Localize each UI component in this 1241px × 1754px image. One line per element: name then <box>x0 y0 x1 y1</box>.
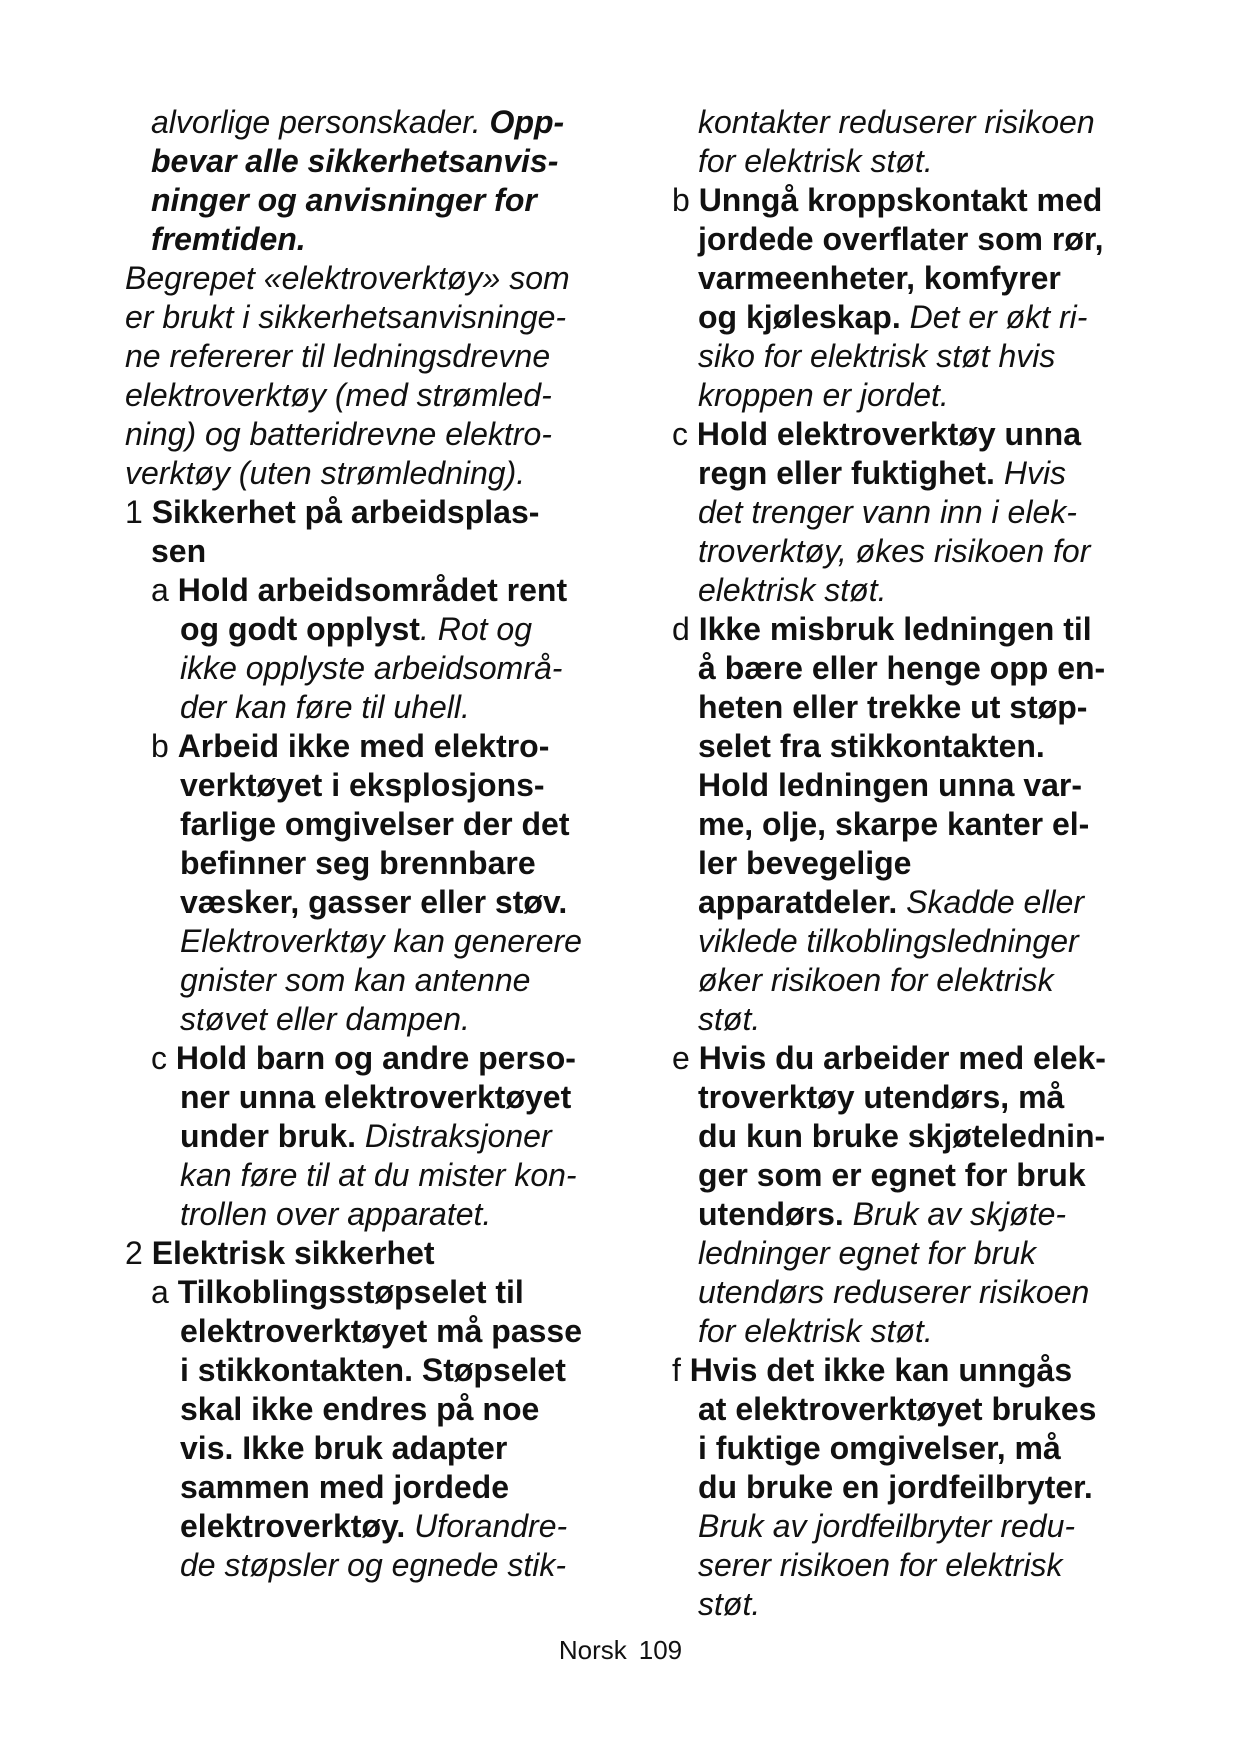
item-bold-text: ler bevegelige <box>698 845 912 881</box>
item-text: viklede tilkoblingsledninger <box>698 923 1079 959</box>
item-bold-text: regn eller fuktighet. <box>698 455 995 491</box>
item-text: for elektrisk støt. <box>698 143 933 179</box>
list-item <box>672 610 1142 1039</box>
item-bold-text: å bære eller henge opp en- <box>698 650 1106 686</box>
item-bold-text: me, olje, skarpe kanter el- <box>698 806 1090 842</box>
section-number: 2 <box>125 1235 143 1271</box>
item-bold-text: Hold arbeidsområdet rent <box>177 572 568 608</box>
item-marker: e <box>672 1040 690 1076</box>
item-bold-text: skal ikke endres på noe <box>180 1391 540 1427</box>
item-marker: b <box>672 182 690 218</box>
item-bold-text: heten eller trekke ut støp- <box>698 689 1088 725</box>
item-bold-text: Hvis det ikke kan unngås <box>689 1352 1073 1388</box>
left-column <box>125 103 605 1585</box>
item-text: . Rot og <box>419 611 533 647</box>
list-item <box>672 415 1142 610</box>
item-bold-text: utendørs. <box>698 1196 844 1232</box>
section-title: sen <box>151 533 207 569</box>
definition-line: elektroverktøy (med strømled- <box>125 377 552 413</box>
footer-language: Norsk <box>558 1635 627 1665</box>
item-bold-text: vis. Ikke bruk adapter <box>180 1430 508 1466</box>
item-bold-text: Unngå kroppskontakt med <box>698 182 1103 218</box>
list-item <box>672 1039 1142 1351</box>
item-text: Bruk av jordfeilbryter redu- <box>698 1508 1076 1544</box>
page-footer <box>0 1634 1241 1666</box>
list-item <box>125 571 605 727</box>
item-bold-text: apparatdeler. <box>698 884 898 920</box>
item-text: Det er økt ri- <box>900 299 1088 335</box>
item-bold-text: du kun bruke skjøtelednin- <box>698 1118 1106 1154</box>
list-item <box>125 1039 605 1234</box>
item-marker: b <box>151 728 169 764</box>
item-text: øker risikoen for elektrisk <box>698 962 1054 998</box>
item-bold-text: verktøyet i eksplosjons- <box>180 767 545 803</box>
item-marker: d <box>672 611 690 647</box>
item-bold-text: Ikke misbruk ledningen til <box>698 611 1092 647</box>
item-bold-text: ner unna elektroverktøyet <box>180 1079 572 1115</box>
item-bold-text: Hvis du arbeider med elek- <box>698 1040 1106 1076</box>
item-text: støt. <box>698 1001 761 1037</box>
item-text: det trenger vann inn i elek- <box>698 494 1077 530</box>
item-text: Hvis <box>994 455 1067 491</box>
item-bold-text: farlige omgivelser der det <box>180 806 570 842</box>
item-bold-text: Hold elektroverktøy unna <box>696 416 1081 452</box>
item-marker: a <box>151 1274 169 1310</box>
item-bold-text: Arbeid ikke med elektro- <box>177 728 550 764</box>
item-text: der kan føre til uhell. <box>180 689 470 725</box>
item-text: gnister som kan antenne <box>180 962 531 998</box>
right-column <box>672 103 1142 1624</box>
intro-bold-text: Opp- <box>489 104 565 140</box>
item-bold-text: elektroverktøyet må passe <box>180 1313 582 1349</box>
section-number: 1 <box>125 494 143 530</box>
item-text: Distraksjoner <box>356 1118 552 1154</box>
item-bold-text: elektroverktøy. <box>180 1508 406 1544</box>
definition-line: Begrepet «elektroverktøy» som <box>125 260 570 296</box>
item-bold-text: selet fra stikkontakten. <box>698 728 1045 764</box>
definition-line: ne refererer til ledningsdrevne <box>125 338 551 374</box>
intro-text: alvorlige personskader. <box>151 104 490 140</box>
definition-line: er brukt i sikkerhetsanvisninge- <box>125 299 567 335</box>
item-text: serer risikoen for elektrisk <box>698 1547 1063 1583</box>
item-text: støt. <box>698 1586 761 1622</box>
item-text: siko for elektrisk støt hvis <box>698 338 1056 374</box>
item-bold-text: og godt opplyst <box>180 611 420 647</box>
item-bold-text: væsker, gasser eller støv. <box>180 884 568 920</box>
item-text: ledninger egnet for bruk <box>698 1235 1036 1271</box>
item-marker: f <box>672 1352 681 1388</box>
section-electrical-safety <box>125 1234 605 1585</box>
item-bold-text: ger som er egnet for bruk <box>698 1157 1086 1193</box>
item-bold-text: i stikkontakten. Støpselet <box>180 1352 566 1388</box>
item-bold-text: og kjøleskap. <box>698 299 901 335</box>
list-item <box>672 1351 1142 1624</box>
intro-bold-line: bevar alle sikkerhetsanvis- <box>151 143 559 179</box>
item-text: kan føre til at du mister kon- <box>180 1157 577 1193</box>
item-bold-text: at elektroverktøyet brukes <box>698 1391 1097 1427</box>
list-item-continued <box>672 103 1142 181</box>
item-bold-text: sammen med jordede <box>180 1469 509 1505</box>
item-text: elektrisk støt. <box>698 572 887 608</box>
item-bold-text: under bruk. <box>180 1118 357 1154</box>
list-item <box>125 1273 605 1585</box>
item-text: Bruk av skjøte- <box>843 1196 1067 1232</box>
item-bold-text: befinner seg brennbare <box>180 845 536 881</box>
intro-bold-line: ninger og anvisninger for <box>151 182 537 218</box>
definition-line: ning) og batteridrevne elektro- <box>125 416 552 452</box>
item-bold-text: du bruke en jordfeilbryter. <box>698 1469 1093 1505</box>
intro-bold-line: fremtiden. <box>151 221 306 257</box>
item-marker: c <box>151 1040 167 1076</box>
item-bold-text: Hold ledningen unna var- <box>698 767 1083 803</box>
item-marker: c <box>672 416 688 452</box>
intro-warning <box>125 103 605 259</box>
section-title: Sikkerhet på arbeidsplas- <box>151 494 540 530</box>
section-workplace-safety <box>125 493 605 1234</box>
item-text: troverktøy, økes risikoen for <box>698 533 1091 569</box>
item-text: de støpsler og egnede stik- <box>180 1547 566 1583</box>
item-text: kontakter reduserer risikoen <box>698 104 1095 140</box>
item-bold-text: Hold barn og andre perso- <box>175 1040 576 1076</box>
item-bold-text: jordede overflater som rør, <box>698 221 1104 257</box>
item-text: ikke opplyste arbeidsområ- <box>180 650 563 686</box>
list-item <box>125 727 605 1039</box>
item-text: støvet eller dampen. <box>180 1001 470 1037</box>
item-bold-text: Tilkoblingsstøpselet til <box>177 1274 524 1310</box>
item-marker: a <box>151 572 169 608</box>
item-bold-text: troverktøy utendørs, må <box>698 1079 1065 1115</box>
definition-paragraph <box>125 259 605 493</box>
item-bold-text: i fuktige omgivelser, må <box>698 1430 1061 1466</box>
item-text: kroppen er jordet. <box>698 377 949 413</box>
list-item <box>672 181 1142 415</box>
item-text: Uforandre- <box>405 1508 568 1544</box>
item-bold-text: varmeenheter, komfyrer <box>698 260 1061 296</box>
item-text: for elektrisk støt. <box>698 1313 933 1349</box>
section-title: Elektrisk sikkerhet <box>151 1235 435 1271</box>
page-number: 109 <box>638 1635 683 1665</box>
item-text: Elektroverktøy kan generere <box>180 923 582 959</box>
item-text: utendørs reduserer risikoen <box>698 1274 1090 1310</box>
item-text: Skadde eller <box>897 884 1084 920</box>
definition-line: verktøy (uten strømledning). <box>125 455 526 491</box>
item-text: trollen over apparatet. <box>180 1196 492 1232</box>
